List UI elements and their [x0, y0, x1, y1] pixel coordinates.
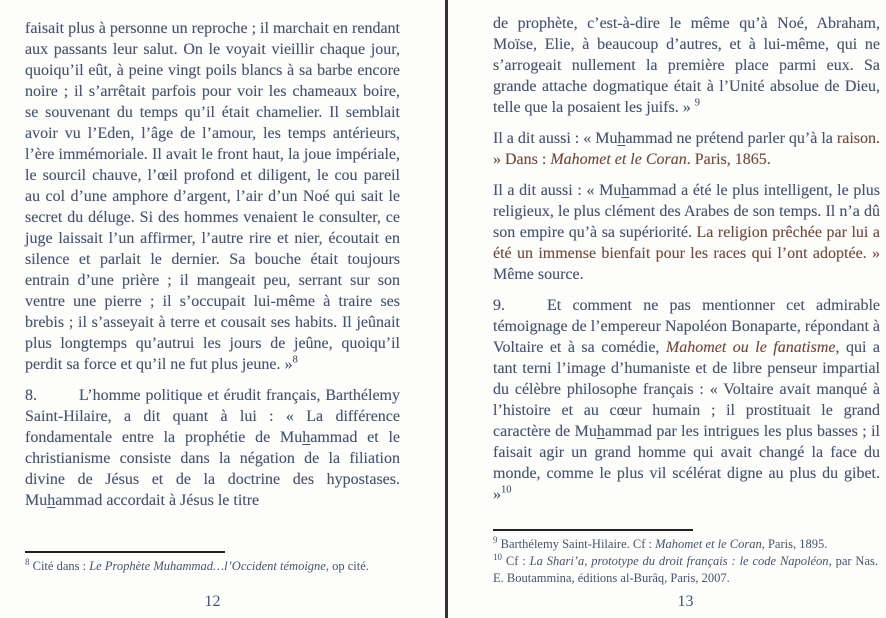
footnote-marker: 9 [694, 97, 700, 109]
footnote-marker: 9 [493, 534, 498, 545]
text-run: h [596, 423, 605, 440]
text-run: de prophète, c’est-à-dire le même qu’à Noé, Abraham, Moïse, Elie, à beaucoup d’autres, et à lui-même, qui ne s’arrogeait nullement la première place parmi eux. Sa grande attache dogmatique était à l’Unité absolue de Dieu, telle que la posaient les juifs. » [493, 15, 880, 116]
text-run: Il a dit aussi : « Mu [493, 130, 618, 147]
footnote-separator-rule [25, 551, 225, 553]
text-run: , par Nas. E. Boutammina, éditions al-Burâq, Paris, 2007. [493, 554, 878, 585]
text-run: Il a dit aussi : « Mu [493, 182, 622, 199]
paragraph [25, 18, 400, 375]
text-run: , Paris, 1895. [761, 537, 828, 551]
text-run: h [302, 429, 311, 446]
text-run: ammad a été le plus intelligent, le plus religieux, le plus clément des Arabes de son temps. Il n’a dû son empire qu’à sa supériorité. [493, 182, 881, 241]
page-left-footnote-block [25, 551, 400, 575]
page-right-body [493, 13, 880, 505]
paragraph [493, 295, 880, 505]
footnote-separator-rule [493, 529, 693, 531]
text-run: raison. » Dans : [493, 130, 880, 168]
footnote-marker: 8 [25, 556, 30, 567]
text-run: La religion prêchée par lui a été un immense bienfait pour les races qui l’ont adoptée. » [493, 224, 881, 262]
text-run: ammad et le christianisme consiste dans la négation de la filiation divine de Jésus et de la doctrine des hypostases. Mu [25, 429, 400, 509]
text-run: Même source. [493, 266, 584, 283]
footnote-marker: 10 [501, 484, 512, 496]
text-run: h [617, 130, 626, 147]
text-run: h [621, 182, 630, 199]
text-run: 8. [25, 387, 37, 404]
text-run: Mahomet ou le fanatisme [665, 339, 836, 356]
text-run: La Shari’a, prototype du droit français : le code Napoléon [529, 554, 829, 568]
text-run: . Paris, 1865. [686, 151, 771, 168]
text-run: ammad par les intrigues les plus basses ; il faisait agir un grand homme qui avait changé la face du monde, comme le plus vil scélérat digne au plus du gibet. » [493, 423, 880, 503]
footnote [493, 553, 878, 587]
page-right [448, 0, 886, 618]
footnote-marker: 10 [493, 551, 502, 562]
text-run: Et comment ne pas mentionner cet admirable témoignage de l’empereur Napoléon Bonaparte, répondant à Voltaire et à sa comédie, [493, 297, 880, 356]
page-right-footnotes [493, 536, 878, 587]
footnote [493, 536, 878, 553]
text-run: Barthélemy Saint-Hilaire. Cf : [497, 537, 656, 551]
page-left-footnotes [25, 558, 400, 575]
text-run: Cf : [502, 554, 530, 568]
text-run: Cité dans : [29, 559, 90, 573]
text-run: Le Prophète Muhammad…l’Occident témoigne [89, 559, 326, 573]
text-run: , qui a tant terni l’image d’humaniste et de libre penseur impartial du célèbre philosophe français : « Voltaire avait manqué à l’histoire et au cœur humain ; il prostituait le grand caractère de Mu [493, 339, 881, 440]
footnote [25, 558, 400, 575]
text-run: Mahomet et le Coran [655, 537, 762, 551]
text-run: , op cité. [325, 559, 369, 573]
page-left-body [25, 18, 400, 511]
text-run: Mahomet et le Coran [550, 151, 687, 168]
text-run: ammad accordait à Jésus le titre [55, 492, 260, 509]
text-run: 9. [493, 297, 505, 314]
paragraph [493, 13, 880, 118]
footnote-marker: 8 [292, 354, 298, 366]
page-right-footnote-block [493, 529, 878, 587]
paragraph [493, 128, 880, 170]
text-run: h [47, 492, 56, 509]
paragraph [493, 180, 880, 285]
paragraph [25, 385, 400, 511]
text-run: L’homme politique et érudit français, Barthélemy Saint-Hilaire, a dit quant à lui : « La différence fondamentale entre la prophétie de Mu [25, 387, 400, 446]
page-number-right: 13 [677, 593, 694, 610]
page-number-left: 12 [204, 593, 221, 610]
text-run: faisait plus à personne un reproche ; il marchait en rendant aux passants leur salut. On le voyait vieillir chaque jour, quoiqu’il eût, à peine vingt poils blancs à sa barbe encore noire ; il s’arrêtait parfois pour voir les chameaux boire, se souvenant du temps qu’il était chamelier. Il semblait avoir vu l’Eden, l’âge de l’amour, les temps antérieurs, l’ère immémoriale. Il avait le front haut, la joue impériale, le sourcil chauve, l’œil profond et diligent, le cou pareil au col d’une amphore d’argent, l’air d’un Noé qui sait le secret du déluge. Si des hommes venaient le consulter, ce juge laissait l’un affirmer, l’autre rire et nier, écoutait en silence et parlait le dernier. Sa bouche était toujours entrain d’une prière ; il mangeait peu, serrant sur son ventre une pierre ; il s’occupait lui-même à traire ses brebis ; il s’asseyait à terre et cousait ses habits. Il jeûnait plus longtemps qu’autrui les jours de jeûne, quoiqu’il perdit sa force et qu’il ne fut plus jeune. » [25, 20, 400, 373]
text-run: ammad ne prétend parler qu’à la [625, 130, 837, 147]
